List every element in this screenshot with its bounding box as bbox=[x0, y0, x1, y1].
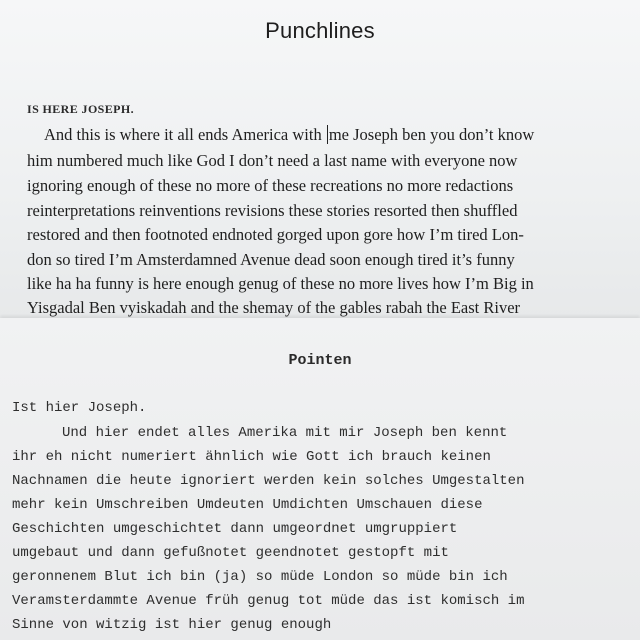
german-line-3: Nachnamen die heute ignoriert werden kein solches Umgestalten bbox=[12, 473, 525, 489]
german-line-1: Und hier endet alles Amerika mit mir Joseph ben kennt bbox=[62, 425, 508, 441]
german-page bbox=[0, 318, 640, 640]
english-line-3: ignoring enough of these no more of these recreations no more redactions bbox=[27, 176, 514, 195]
english-line-6: don so tired I’m Amsterdamned Avenue dead soon enough tired it’s funny bbox=[27, 250, 515, 269]
german-line-4: mehr kein Umschreiben Umdeuten Umdichten Umschauen diese bbox=[12, 497, 483, 513]
text-cursor: me Joseph ben you don’t know bbox=[328, 125, 535, 144]
english-line-5: restored and then footnoted endnoted gorged upon gore how I’m tired Lon- bbox=[27, 225, 524, 244]
english-line-7: like ha ha funny is here enough genug of these no more lives how I’m Big in bbox=[27, 274, 534, 293]
german-line-2: ihr eh nicht numeriert ähnlich wie Gott ich brauch keinen bbox=[12, 449, 491, 465]
german-section-heading: Ist hier Joseph. bbox=[12, 400, 147, 416]
english-page bbox=[0, 0, 640, 318]
english-line-1-before-cursor: And this is where it all ends America with bbox=[44, 125, 326, 144]
english-line-4: reinterpretations reinventions revisions these stories resorted then shuffled bbox=[27, 201, 518, 220]
english-line-1 bbox=[44, 125, 614, 145]
german-line-7: geronnenem Blut ich bin (ja) so müde London so müde bin ich bbox=[12, 569, 508, 585]
german-page-title: Pointen bbox=[288, 352, 352, 369]
german-line-8: Veramsterdammte Avenue früh genug tot müde das ist komisch im bbox=[12, 593, 525, 609]
english-line-2: him numbered much like God I don’t need a last name with everyone now bbox=[27, 151, 518, 170]
german-line-5: Geschichten umgeschichtet dann umgeordnet umgruppiert bbox=[12, 521, 458, 537]
english-section-heading: IS HERE JOSEPH. bbox=[27, 102, 135, 116]
english-line-8: Yisgadal Ben vyiskadah and the shemay of the gables rabah the East River bbox=[27, 298, 521, 317]
german-line-9: Sinne von witzig ist hier genug enough bbox=[12, 617, 332, 633]
german-line-6: umgebaut und dann gefußnotet geendnotet gestopft mit bbox=[12, 545, 449, 561]
english-page-title: Punchlines bbox=[265, 18, 375, 43]
